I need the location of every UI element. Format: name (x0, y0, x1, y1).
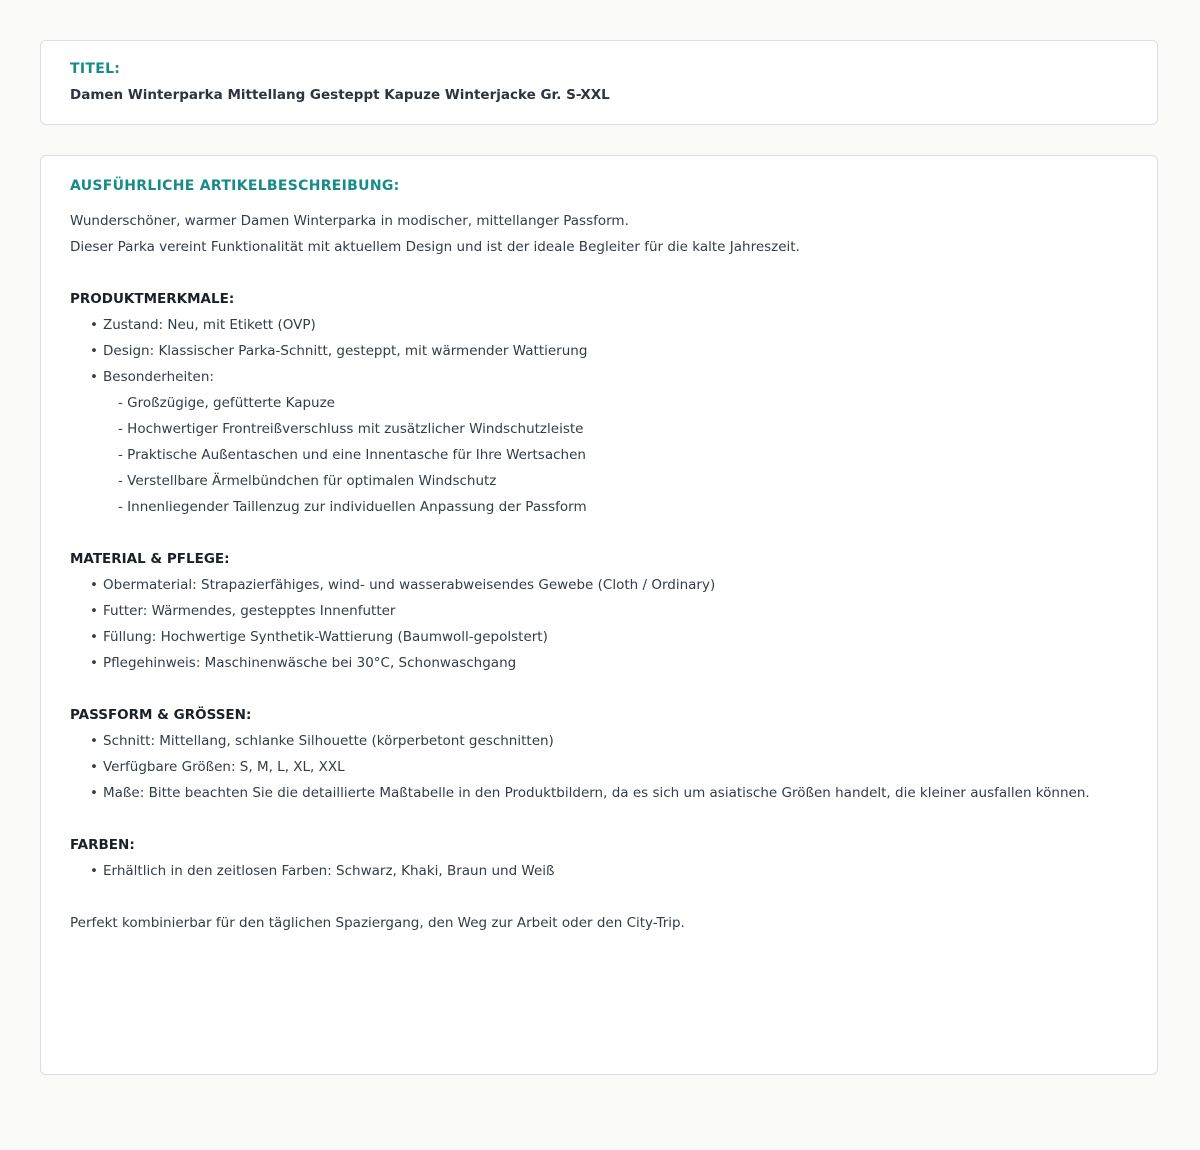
list-item: • Obermaterial: Strapazierfähiges, wind- und wasserabweisendes Gewebe (Cloth / Ordinary) (70, 572, 1128, 598)
bullet-icon: • (90, 629, 98, 645)
section-heading-passform: PASSFORM & GRÖSSEN: (70, 707, 252, 723)
intro-line: Wunderschöner, warmer Damen Winterparka in modischer, mittellanger Passform. (70, 213, 629, 229)
sub-list-item: - Großzügige, gefütterte Kapuze (118, 395, 335, 411)
list-item: • Verfügbare Größen: S, M, L, XL, XXL (70, 754, 1128, 780)
sub-list-item: - Hochwertiger Frontreißverschluss mit zusätzlicher Windschutzleiste (118, 421, 584, 437)
list-item: • Maße: Bitte beachten Sie die detaillierte Maßtabelle in den Produktbildern, da es sich um asiatische Größen handelt, die kleiner ausfallen können. (70, 780, 1128, 806)
bullet-icon: • (90, 577, 98, 593)
bullet-icon: • (90, 603, 98, 619)
bullet-icon: • (90, 863, 98, 879)
description-card (40, 155, 1158, 1075)
product-title: Damen Winterparka Mittellang Gesteppt Kapuze Winterjacke Gr. S-XXL (70, 87, 610, 103)
sub-list-item: - Praktische Außentaschen und eine Innentasche für Ihre Wertsachen (118, 447, 586, 463)
section-heading-produktmerkmale: PRODUKTMERKMALE: (70, 291, 235, 307)
bullet-icon: • (90, 759, 98, 775)
intro-line: Dieser Parka vereint Funktionalität mit aktuellem Design und ist der ideale Begleiter für die kalte Jahreszeit. (70, 239, 800, 255)
list-item: • Futter: Wärmendes, gestepptes Innenfutter (70, 598, 1128, 624)
list-item: • Füllung: Hochwertige Synthetik-Wattierung (Baumwoll-gepolstert) (70, 624, 1128, 650)
list-item: • Besonderheiten: (70, 364, 1128, 390)
title-card (40, 40, 1158, 125)
title-label: TITEL: (70, 61, 121, 77)
bullet-icon: • (90, 655, 98, 671)
description-body (70, 208, 1128, 936)
bullet-icon: • (90, 343, 98, 359)
bullet-icon: • (90, 317, 98, 333)
closing-line: Perfekt kombinierbar für den täglichen Spaziergang, den Weg zur Arbeit oder den City-Trip. (70, 915, 685, 931)
bullet-icon: • (90, 369, 98, 385)
list-item: • Zustand: Neu, mit Etikett (OVP) (70, 312, 1128, 338)
list-item: • Design: Klassischer Parka-Schnitt, gesteppt, mit wärmender Wattierung (70, 338, 1128, 364)
bullet-icon: • (90, 733, 98, 749)
section-heading-material: MATERIAL & PFLEGE: (70, 551, 230, 567)
description-label: AUSFÜHRLICHE ARTIKELBESCHREIBUNG: (70, 178, 400, 194)
bullet-icon: • (90, 785, 98, 801)
list-item: • Erhältlich in den zeitlosen Farben: Schwarz, Khaki, Braun und Weiß (70, 858, 1128, 884)
section-heading-farben: FARBEN: (70, 837, 135, 853)
list-item: • Pflegehinweis: Maschinenwäsche bei 30°C, Schonwaschgang (70, 650, 1128, 676)
list-item: • Schnitt: Mittellang, schlanke Silhouette (körperbetont geschnitten) (70, 728, 1128, 754)
sub-list-item: - Innenliegender Taillenzug zur individuellen Anpassung der Passform (118, 499, 587, 515)
sub-list-item: - Verstellbare Ärmelbündchen für optimalen Windschutz (118, 473, 497, 489)
